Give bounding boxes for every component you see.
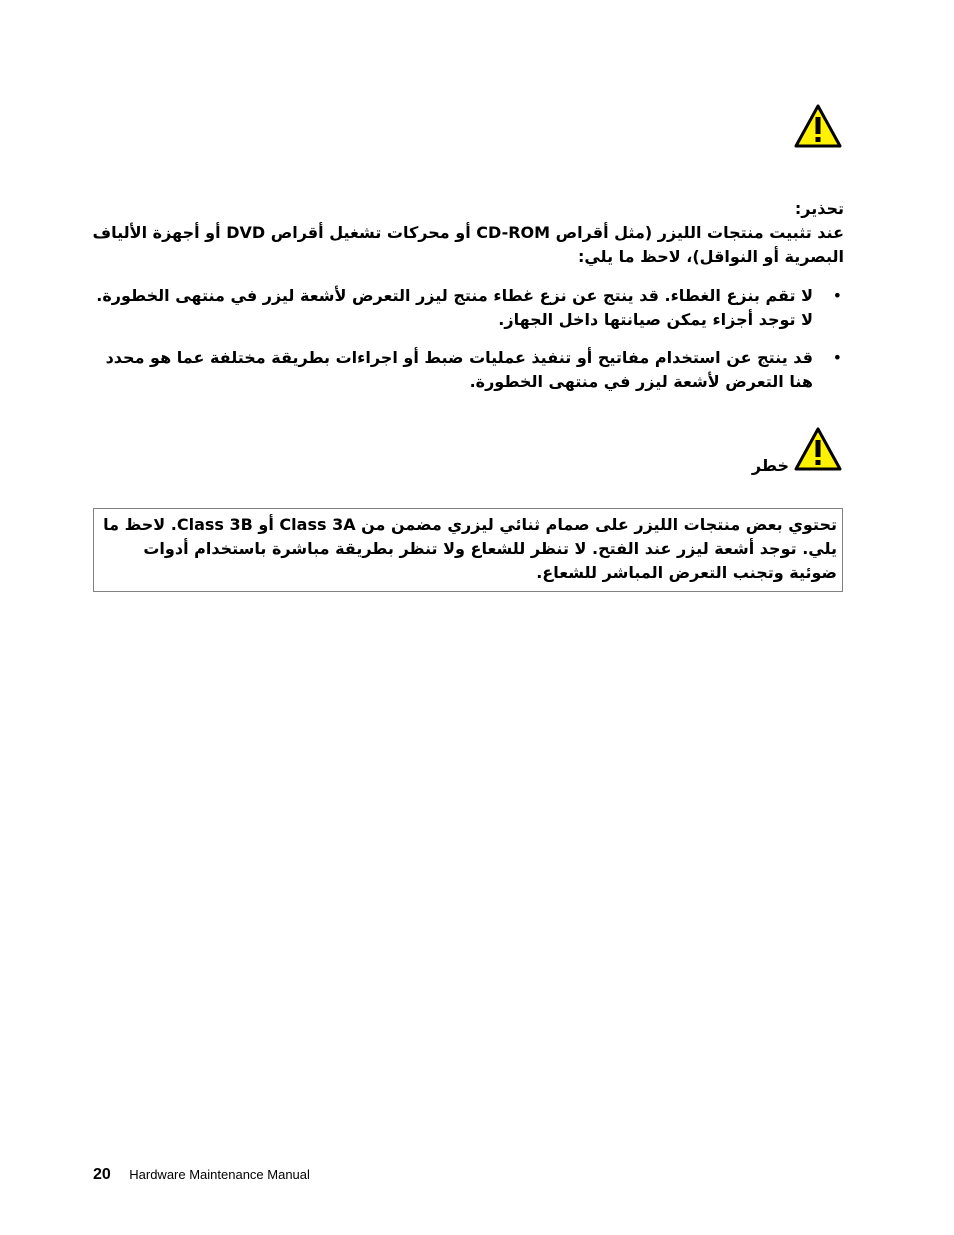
page-footer — [93, 1166, 310, 1184]
page-number: 20 — [93, 1166, 111, 1183]
warning-triangle-icon — [793, 103, 843, 149]
list-item — [92, 346, 844, 394]
caution-bullet-list — [92, 284, 844, 408]
list-item-text: قد ينتج عن استخدام مفاتيح أو تنفيذ عمليات ضبط أو اجراءات بطريقة مختلفة عما هو محدد هنا التعرض لأشعة ليزر في منتهى الخطورة. — [105, 348, 813, 391]
danger-title: خطر — [751, 456, 789, 475]
bullet-marker: • — [832, 286, 842, 305]
danger-text: تحتوي بعض منتجات الليزر على صمام ثنائي ليزري مضمن من Class 3A أو Class 3B. لاحظ ما يلي. توجد أشعة ليزر عند الفتح. لا تنظر للشعاع ولا تنظر بطريقة مباشرة باستخدام أدوات ضوئية وتجنب التعرض المباشر للشعاع. — [103, 515, 837, 582]
manual-title: Hardware Maintenance Manual — [129, 1167, 310, 1182]
caution-title: تحذير: — [794, 199, 844, 218]
warning-triangle-icon — [793, 426, 843, 472]
list-item — [92, 284, 844, 332]
danger-notice-box — [93, 508, 843, 592]
caution-intro: عند تثبيت منتجات الليزر (مثل أقراص CD-ROM أو محركات تشغيل أقراص DVD أو أجهزة الألياف البصرية أو النواقل)، لاحظ ما يلي: — [92, 223, 844, 266]
bullet-marker: • — [832, 348, 842, 367]
list-item-text: لا تقم بنزع الغطاء. قد ينتج عن نزع غطاء منتج ليزر التعرض لأشعة ليزر في منتهى الخطورة. لا توجد أجزاء يمكن صيانتها داخل الجهاز. — [96, 286, 813, 329]
